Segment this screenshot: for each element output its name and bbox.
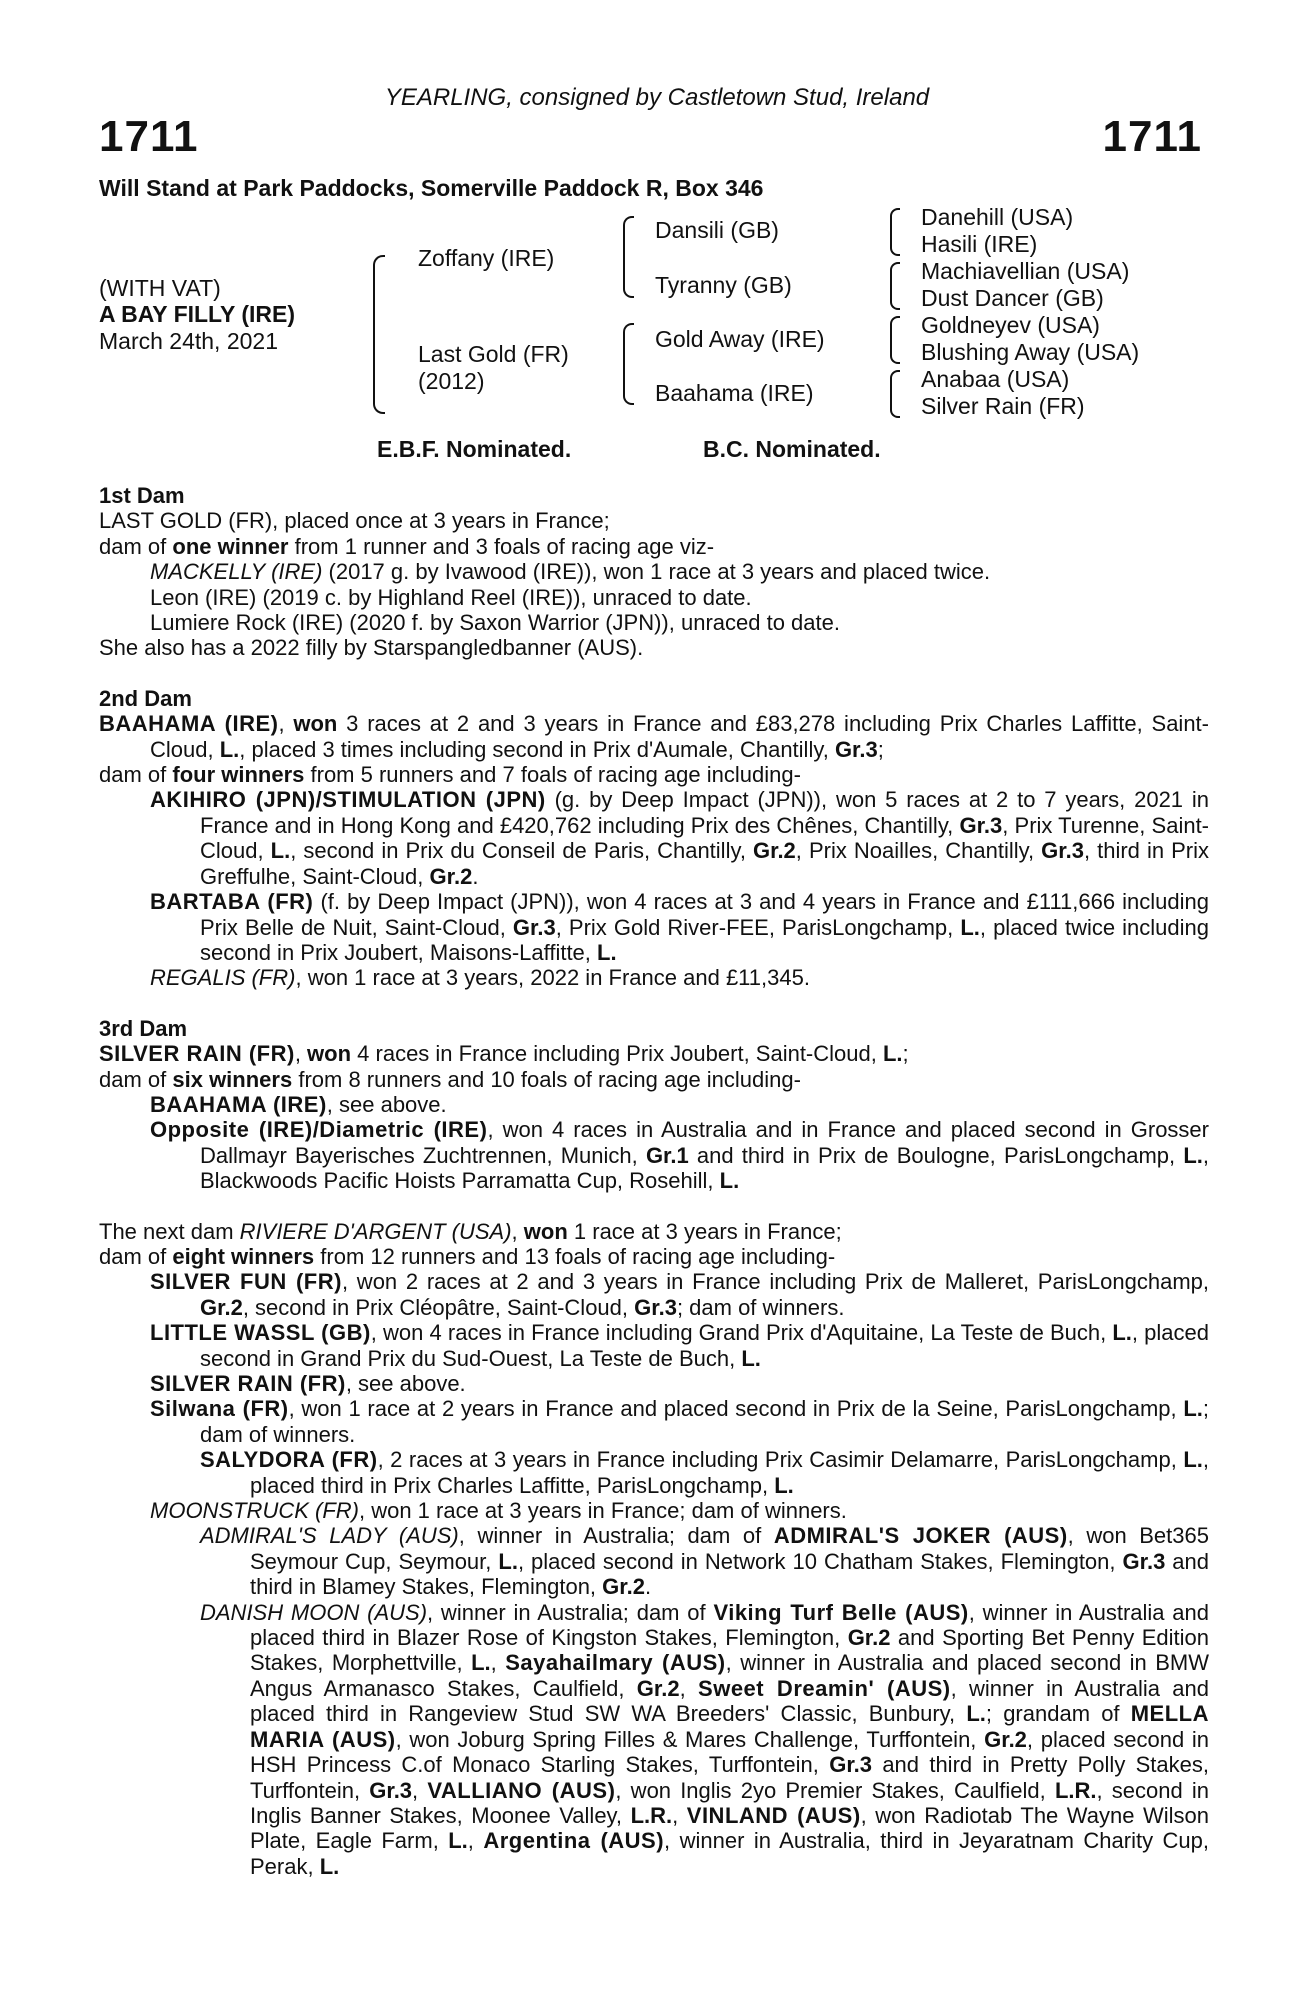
second-dam-produce: dam of four winners from 5 runners and 7 foals of racing age including- xyxy=(99,762,801,788)
granddam-3: Blushing Away (USA) xyxy=(921,339,1140,365)
produce-line: ADMIRAL'S LADY (AUS), winner in Australia; dam of ADMIRAL'S JOKER (AUS), won Bet365 Seymour Cup, Seymour, L., placed second in Network 10 Chatham Stakes, Flemington, Gr.3 and third in Blamey Stakes, Flemington, Gr.2. xyxy=(200,1523,1209,1600)
produce-line: SALYDORA (FR), 2 races at 3 years in France including Prix Casimir Delamarre, ParisLongchamp, L., placed third in Prix Charles Laffitte, ParisLongchamp, L. xyxy=(200,1447,1209,1498)
second-dam-text: BAAHAMA (IRE), won 3 races at 2 and 3 years in France and £83,278 including Prix Charles Laffitte, Saint-Cloud, L., placed 3 times including second in Prix d'Aumale, Chantilly, Gr.3; xyxy=(99,711,1209,762)
third-dam-text: SILVER RAIN (FR), won 4 races in France including Prix Joubert, Saint-Cloud, L.; xyxy=(99,1041,909,1067)
grandsire-1: Danehill (USA) xyxy=(921,204,1074,230)
brace-g2 xyxy=(890,262,900,310)
produce-line: LITTLE WASSL (GB), won 4 races in France including Grand Prix d'Aquitaine, La Teste de Buch, L., placed second in Grand Prix du Sud-Ouest, La Teste de Buch, L. xyxy=(150,1320,1209,1371)
brace-g1 xyxy=(890,208,900,256)
next-dam-produce: dam of eight winners from 12 runners and 13 foals of racing age including- xyxy=(99,1243,836,1269)
granddam-4: Silver Rain (FR) xyxy=(921,393,1085,419)
produce-line: Silwana (FR), won 1 race at 2 years in France and placed second in Prix de la Seine, ParisLongchamp, L.; dam of winners. xyxy=(150,1396,1210,1447)
ebf-nomination: E.B.F. Nominated. xyxy=(377,436,572,462)
dam-sire: Gold Away (IRE) xyxy=(655,326,825,352)
produce-line: MACKELLY (IRE) (2017 g. by Ivawood (IRE)), won 1 race at 3 years and placed twice. xyxy=(150,559,991,585)
first-dam-produce: dam of one winner from 1 runner and 3 foals of racing age viz- xyxy=(99,533,715,559)
third-dam-produce: dam of six winners from 8 runners and 10 foals of racing age including- xyxy=(99,1066,801,1092)
produce-line: MOONSTRUCK (FR), won 1 race at 3 years in France; dam of winners. xyxy=(150,1498,847,1524)
produce-note: She also has a 2022 filly by Starspangledbanner (AUS). xyxy=(99,635,644,661)
produce-line: REGALIS (FR), won 1 race at 3 years, 2022 in France and £11,345. xyxy=(150,965,810,991)
produce-line: AKIHIRO (JPN)/STIMULATION (JPN) (g. by Deep Impact (JPN)), won 5 races at 2 to 7 years, 2021 in France and in Hong Kong and £420,762 including Prix des Chênes, Chantilly, Gr.3, Prix Turenne, Saint-Cloud, L., second in Prix du Conseil de Paris, Chantilly, Gr.2, Prix Noailles, Chantilly, Gr.3, third in Prix Greffulhe, Saint-Cloud, Gr.2. xyxy=(150,787,1210,889)
brace-sire xyxy=(623,216,634,298)
produce-line: BARTABA (FR) (f. by Deep Impact (JPN)), won 4 races at 3 and 4 years in France and £111,666 including Prix Belle de Nuit, Saint-Cloud, Gr.3, Prix Gold River-FEE, ParisLongchamp, L., placed twice including second in Prix Joubert, Maisons-Laffitte, L. xyxy=(150,889,1210,965)
produce-line: Lumiere Rock (IRE) (2020 f. by Saxon Warrior (JPN)), unraced to date. xyxy=(150,610,840,636)
sire: Zoffany (IRE) xyxy=(418,245,555,271)
first-dam-text: LAST GOLD (FR), placed once at 3 years in France; xyxy=(99,508,610,534)
sire-dam: Tyranny (GB) xyxy=(655,272,792,298)
dam: Last Gold (FR) xyxy=(418,341,569,367)
vat-note: (WITH VAT) xyxy=(99,275,221,301)
brace-dam xyxy=(623,323,634,405)
produce-line: SILVER FUN (FR), won 2 races at 2 and 3 years in France including Prix de Malleret, ParisLongchamp, Gr.2, second in Prix Cléopâtre, Saint-Cloud, Gr.3; dam of winners. xyxy=(150,1269,1209,1320)
grandsire-4: Anabaa (USA) xyxy=(921,366,1070,392)
brace-g3 xyxy=(890,316,900,364)
horse-name: A BAY FILLY (IRE) xyxy=(99,301,295,327)
catalogue-body xyxy=(99,483,1209,1879)
dam-dam: Baahama (IRE) xyxy=(655,380,814,406)
lot-number-left: 1711 xyxy=(99,112,199,161)
produce-line: Opposite (IRE)/Diametric (IRE), won 4 races in Australia and in France and placed second in Grosser Dallmayr Bayerisches Zuchtrennen, Munich, Gr.1 and third in Prix de Boulogne, ParisLongchamp, L., Blackwoods Pacific Hoists Parramatta Cup, Rosehill, L. xyxy=(150,1117,1210,1194)
brace-g4 xyxy=(890,370,900,418)
lot-number-right: 1711 xyxy=(1102,112,1202,161)
granddam-2: Dust Dancer (GB) xyxy=(921,285,1104,311)
grandsire-2: Machiavellian (USA) xyxy=(921,258,1130,284)
next-dam-text: The next dam RIVIERE D'ARGENT (USA), won 1 race at 3 years in France; xyxy=(99,1218,842,1244)
dam-year: (2012) xyxy=(418,368,485,394)
section-heading-2nd-dam: 2nd Dam xyxy=(99,685,192,711)
produce-line: SILVER RAIN (FR), see above. xyxy=(150,1371,466,1396)
produce-line: DANISH MOON (AUS), winner in Australia; dam of Viking Turf Belle (AUS), winner in Australia and placed third in Blazer Rose of Kingston Stakes, Flemington, Gr.2 and Sporting Bet Penny Edition Stakes, Morphettville, L., Sayahailmary (AUS), winner in Australia and placed second in BMW Angus Armanasco Stakes, Caulfield, Gr.2, Sweet Dreamin' (AUS), winner in Australia and placed third in Rangeview Stud SW WA Breeders' Classic, Bunbury, L.; grandam of MELLA MARIA (AUS), won Joburg Spring Filles & Mares Challenge, Turffontein, Gr.2, placed second in HSH Princess C.of Monaco Starling Stakes, Turffontein, Gr.3 and third in Pretty Polly Stakes, Turffontein, Gr.3, VALLIANO (AUS), won Inglis 2yo Premier Stakes, Caulfield, L.R., second in Inglis Banner Stakes, Moonee Valley, L.R., VINLAND (AUS), won Radiotab The Wayne Wilson Plate, Eagle Farm, L., Argentina (AUS), winner in Australia, third in Jeyaratnam Charity Cup, Perak, L. xyxy=(200,1599,1210,1879)
brace-main xyxy=(373,255,385,414)
sire-sire: Dansili (GB) xyxy=(655,217,779,243)
section-heading-3rd-dam: 3rd Dam xyxy=(99,1015,188,1041)
stand-location: Will Stand at Park Paddocks, Somerville Paddock R, Box 346 xyxy=(99,175,764,201)
consignor-line: YEARLING, consigned by Castletown Stud, Ireland xyxy=(384,84,930,111)
granddam-1: Hasili (IRE) xyxy=(921,231,1038,257)
grandsire-3: Goldneyev (USA) xyxy=(921,312,1100,338)
bc-nomination: B.C. Nominated. xyxy=(703,436,881,462)
section-heading-1st-dam: 1st Dam xyxy=(99,483,185,508)
produce-line: BAAHAMA (IRE), see above. xyxy=(150,1091,447,1117)
foaling-date: March 24th, 2021 xyxy=(99,328,279,354)
produce-line: Leon (IRE) (2019 c. by Highland Reel (IRE)), unraced to date. xyxy=(150,584,752,610)
